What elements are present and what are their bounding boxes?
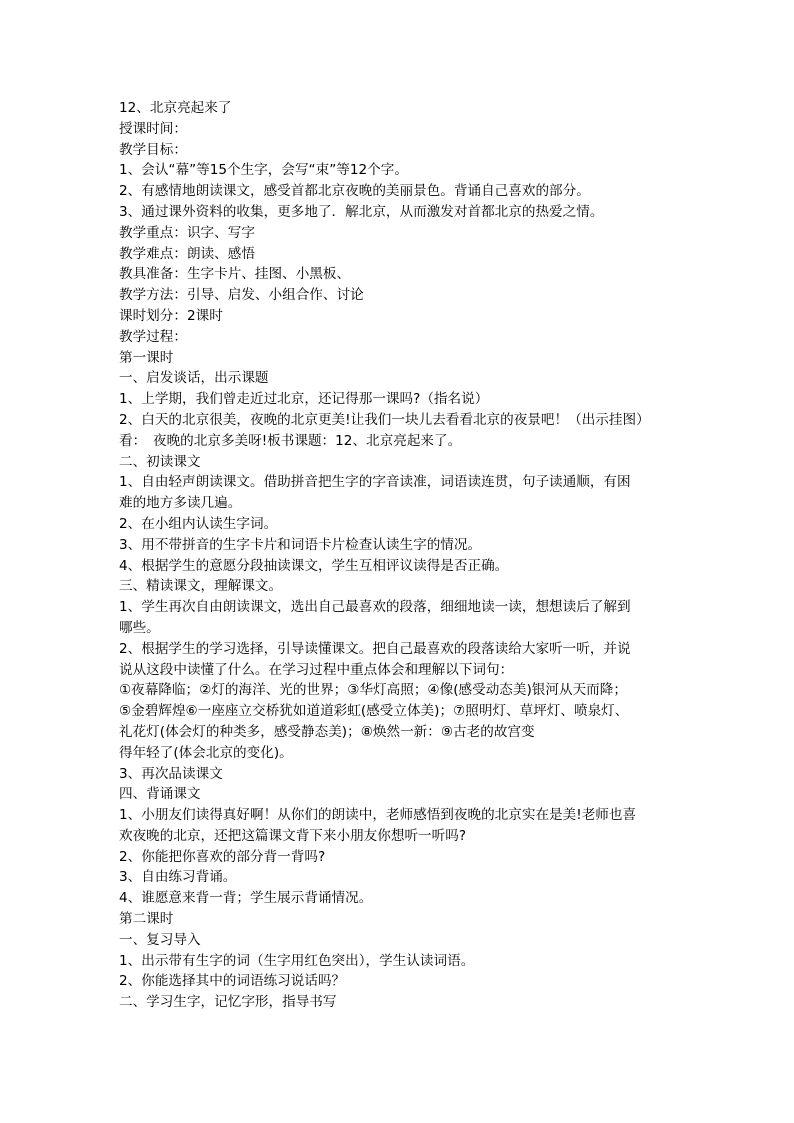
teaching-goals-heading: 教学目标： bbox=[119, 141, 187, 158]
body-line: 1、学生再次自由朗读课文，选出自己最喜欢的段落，细细地读一读，想想读后了解到 bbox=[119, 599, 631, 616]
teaching-process-heading: 教学过程： bbox=[119, 328, 187, 345]
goal-line: 1、会认“幕”等15个生字，会写“束”等12个字。 bbox=[119, 162, 408, 179]
goal-line: 2、有感情地朗读课文，感受首都北京夜晚的美丽景色。背诵自己喜欢的部分。 bbox=[119, 183, 590, 200]
body-line: 1、出示带有生字的词（生字用红色突出），学生认读词语。 bbox=[119, 952, 475, 969]
lesson-title: 12、北京亮起来了 bbox=[119, 100, 232, 116]
key-phrases-line: 得年轻了(体会北京的变化)。 bbox=[119, 744, 293, 761]
body-line: 难的地方多读几遍。 bbox=[119, 495, 242, 512]
section-heading: 二、学习生字，记忆字形，指导书写 bbox=[119, 994, 337, 1011]
section-heading: 一、复习导入 bbox=[119, 931, 201, 948]
body-line: 4、根据学生的意愿分段抽读课文，学生互相评议读得是否正确。 bbox=[119, 557, 509, 574]
lesson-plan-text bbox=[119, 98, 679, 1013]
body-line: 1、上学期，我们曾走近过北京，还记得那一课吗?（指名说） bbox=[119, 391, 489, 408]
section-heading: 四、背诵课文 bbox=[119, 786, 201, 803]
first-lesson-heading: 第一课时 bbox=[119, 349, 174, 366]
key-phrases-line: ①夜幕降临；②灯的海洋、光的世界；③华灯高照；④像(感受动态美)银河从天而降； bbox=[119, 682, 627, 699]
body-line: 3、再次品读课文 bbox=[119, 765, 223, 782]
body-line: 4、谁愿意来背一背；学生展示背诵情况。 bbox=[119, 890, 373, 907]
body-line: 3、用不带拼音的生字卡片和词语卡片检查认读生字的情况。 bbox=[119, 536, 482, 553]
second-lesson-heading: 第二课时 bbox=[119, 911, 174, 928]
key-phrases-line: ⑤金碧辉煌⑥一座座立交桥犹如道道彩虹(感受立体美)；⑦照明灯、草坪灯、喷泉灯、 bbox=[119, 703, 629, 720]
body-line: 哪些。 bbox=[119, 619, 160, 636]
body-line: 说从这段中读懂了什么。在学习过程中重点体会和理解以下词句： bbox=[119, 661, 514, 678]
body-line: 看： 夜晚的北京多美呀!板书课题：12、北京亮起来了。 bbox=[119, 432, 462, 449]
body-line: 2、你能把你喜欢的部分背一背吗? bbox=[119, 848, 326, 865]
body-line: 1、自由轻声朗读课文。借助拼音把生字的字音读准，词语读连贯，句子读通顺，有困 bbox=[119, 474, 631, 491]
teaching-focus: 教学重点：识字、写字 bbox=[119, 224, 255, 241]
body-line: 2、根据学生的学习选择，引导读懂课文。把自己最喜欢的段落读给大家听一听，并说 bbox=[119, 640, 631, 657]
class-hours: 课时划分：2课时 bbox=[119, 307, 223, 324]
section-heading: 三、精读课文，理解课文。 bbox=[119, 578, 283, 595]
teaching-aids: 教具准备：生字卡片、挂图、小黑板、 bbox=[119, 266, 351, 283]
teaching-time-label: 授课时间： bbox=[119, 120, 187, 137]
section-heading: 二、初读课文 bbox=[119, 453, 201, 470]
section-heading: 一、启发谈话，出示课题 bbox=[119, 370, 269, 387]
teaching-methods: 教学方法：引导、启发、小组合作、讨论 bbox=[119, 287, 364, 304]
body-line: 2、你能选择其中的词语练习说话吗？ bbox=[119, 973, 346, 990]
body-line: 2、在小组内认读生字词。 bbox=[119, 515, 278, 532]
teaching-difficulty: 教学难点：朗读、感悟 bbox=[119, 245, 255, 262]
goal-line: 3、通过课外资料的收集，更多地了．解北京，从而激发对首都北京的热爱之情。 bbox=[119, 203, 604, 220]
body-line: 3、自由练习背诵。 bbox=[119, 869, 237, 886]
body-line: 欢夜晚的北京，还把这篇课文背下来小朋友你想听一听吗? bbox=[119, 827, 467, 844]
body-line: 2、白天的北京很美，夜晚的北京更美!让我们一块儿去看看北京的夜景吧！（出示挂图） bbox=[119, 411, 650, 428]
key-phrases-line: 礼花灯(体会灯的种类多，感受静态美)；⑧焕然一新：⑨古老的故宫变 bbox=[119, 723, 535, 740]
body-line: 1、小朋友们读得真好啊！从你们的朗读中，老师感悟到夜晚的北京实在是美!老师也喜 bbox=[119, 807, 637, 824]
